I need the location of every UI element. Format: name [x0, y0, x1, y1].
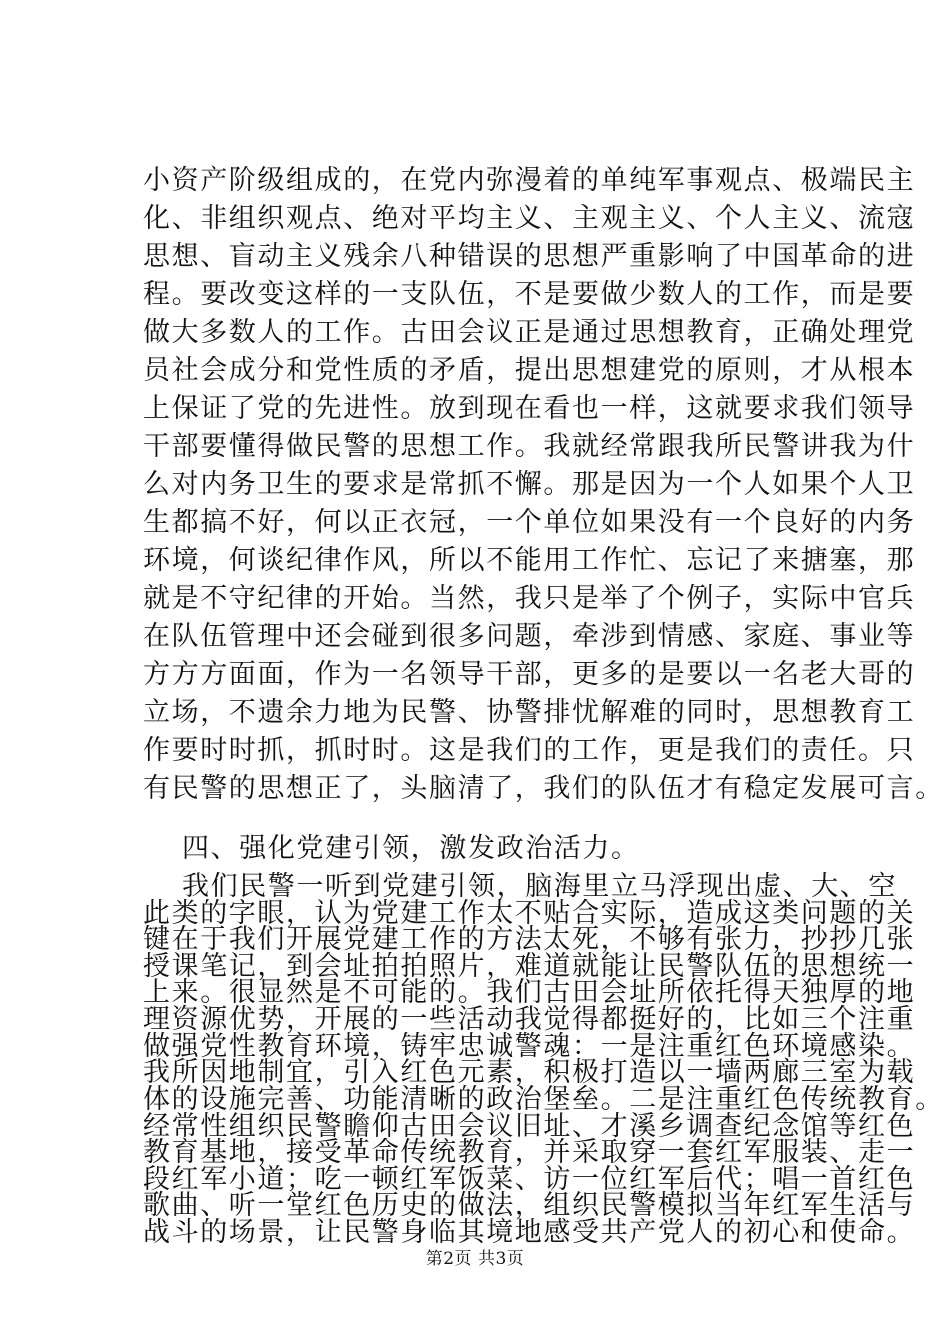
- paragraph-line: 此类的字眼，认为党建工作太不贴合实际，造成这类问题的关: [143, 897, 916, 929]
- paragraph-line: 作要时时抓，抓时时。这是我们的工作，更是我们的责任。只: [143, 735, 916, 766]
- paragraph-line: 体的设施完善、功能清晰的政治堡垒。二是注重红色传统教育。: [143, 1083, 944, 1115]
- paragraph-line: 做强党性教育环境，铸牢忠诚警魂：一是注重红色环境感染。: [143, 1030, 916, 1062]
- paragraph-line: 上保证了党的先进性。放到现在看也一样，这就要求我们领导: [143, 393, 916, 424]
- paragraph-line: 么对内务卫生的要求是常抓不懈。那是因为一个人如果个人卫: [143, 469, 916, 500]
- page-number-footer: 第2页 共3页: [425, 1249, 525, 1269]
- paragraph-line: 程。要改变这样的一支队伍，不是要做少数人的工作，而是要: [143, 279, 916, 310]
- paragraph-line: 生都搞不好，何以正衣冠，一个单位如果没有一个良好的内务: [143, 507, 916, 538]
- paragraph-line: 做大多数人的工作。古田会议正是通过思想教育，正确处理党: [143, 317, 916, 348]
- paragraph-line: 战斗的场景，让民警身临其境地感受共产党人的初心和使命。: [143, 1217, 916, 1248]
- paragraph-line: 思想、盲动主义残余八种错误的思想严重影响了中国革命的进: [143, 241, 916, 272]
- paragraph-line: 段红军小道；吃一顿红军饭菜、访一位红军后代；唱一首红色: [143, 1163, 916, 1195]
- paragraph-line: 经常性组织民警瞻仰古田会议旧址、才溪乡调查纪念馆等红色: [143, 1110, 916, 1142]
- paragraph-line: 键在于我们开展党建工作的方法太死，不够有张力，抄抄几张: [143, 924, 916, 956]
- paragraph-line: 就是不守纪律的开始。当然，我只是举了个例子，实际中官兵: [143, 583, 916, 614]
- paragraph-line: 我所因地制宜，引入红色元素，积极打造以一墙两廊三室为载: [143, 1057, 916, 1089]
- paragraph-line: 干部要懂得做民警的思想工作。我就经常跟我所民警讲我为什: [143, 431, 916, 462]
- paragraph-line: 立场，不遗余力地为民警、协警排忧解难的同时，思想教育工: [143, 697, 916, 728]
- paragraph-line: 方方方面面，作为一名领导干部，更多的是要以一名老大哥的: [143, 659, 916, 690]
- section-heading: 四、强化党建引领，激发政治活力。: [182, 833, 640, 864]
- paragraph-line: 小资产阶级组成的，在党内弥漫着的单纯军事观点、极端民主: [143, 165, 916, 196]
- paragraph-line: 环境，何谈纪律作风，所以不能用工作忙、忘记了来搪塞，那: [143, 545, 916, 576]
- paragraph-line: 上来。很显然是不可能的。我们古田会址所依托得天独厚的地: [143, 977, 916, 1009]
- paragraph-line: 员社会成分和党性质的矛盾，提出思想建党的原则，才从根本: [143, 355, 916, 386]
- paragraph-line: 在队伍管理中还会碰到很多问题，牵涉到情感、家庭、事业等: [143, 621, 916, 652]
- paragraph-line: 理资源优势，开展的一些活动我觉得都挺好的，比如三个注重: [143, 1004, 916, 1036]
- paragraph-line: 歌曲、听一堂红色历史的做法，组织民警模拟当年红军生活与: [143, 1190, 916, 1222]
- paragraph-line: 教育基地，接受革命传统教育，并采取穿一套红军服装、走一: [143, 1137, 916, 1169]
- paragraph-line: 授课笔记，到会址拍拍照片，难道就能让民警队伍的思想统一: [143, 950, 916, 982]
- paragraph-line: 化、非组织观点、绝对平均主义、主观主义、个人主义、流寇: [143, 203, 916, 234]
- paragraph-line: 我们民警一听到党建引领，脑海里立马浮现出虚、大、空: [182, 871, 897, 902]
- paragraph-line: 有民警的思想正了，头脑清了，我们的队伍才有稳定发展可言。: [143, 773, 944, 804]
